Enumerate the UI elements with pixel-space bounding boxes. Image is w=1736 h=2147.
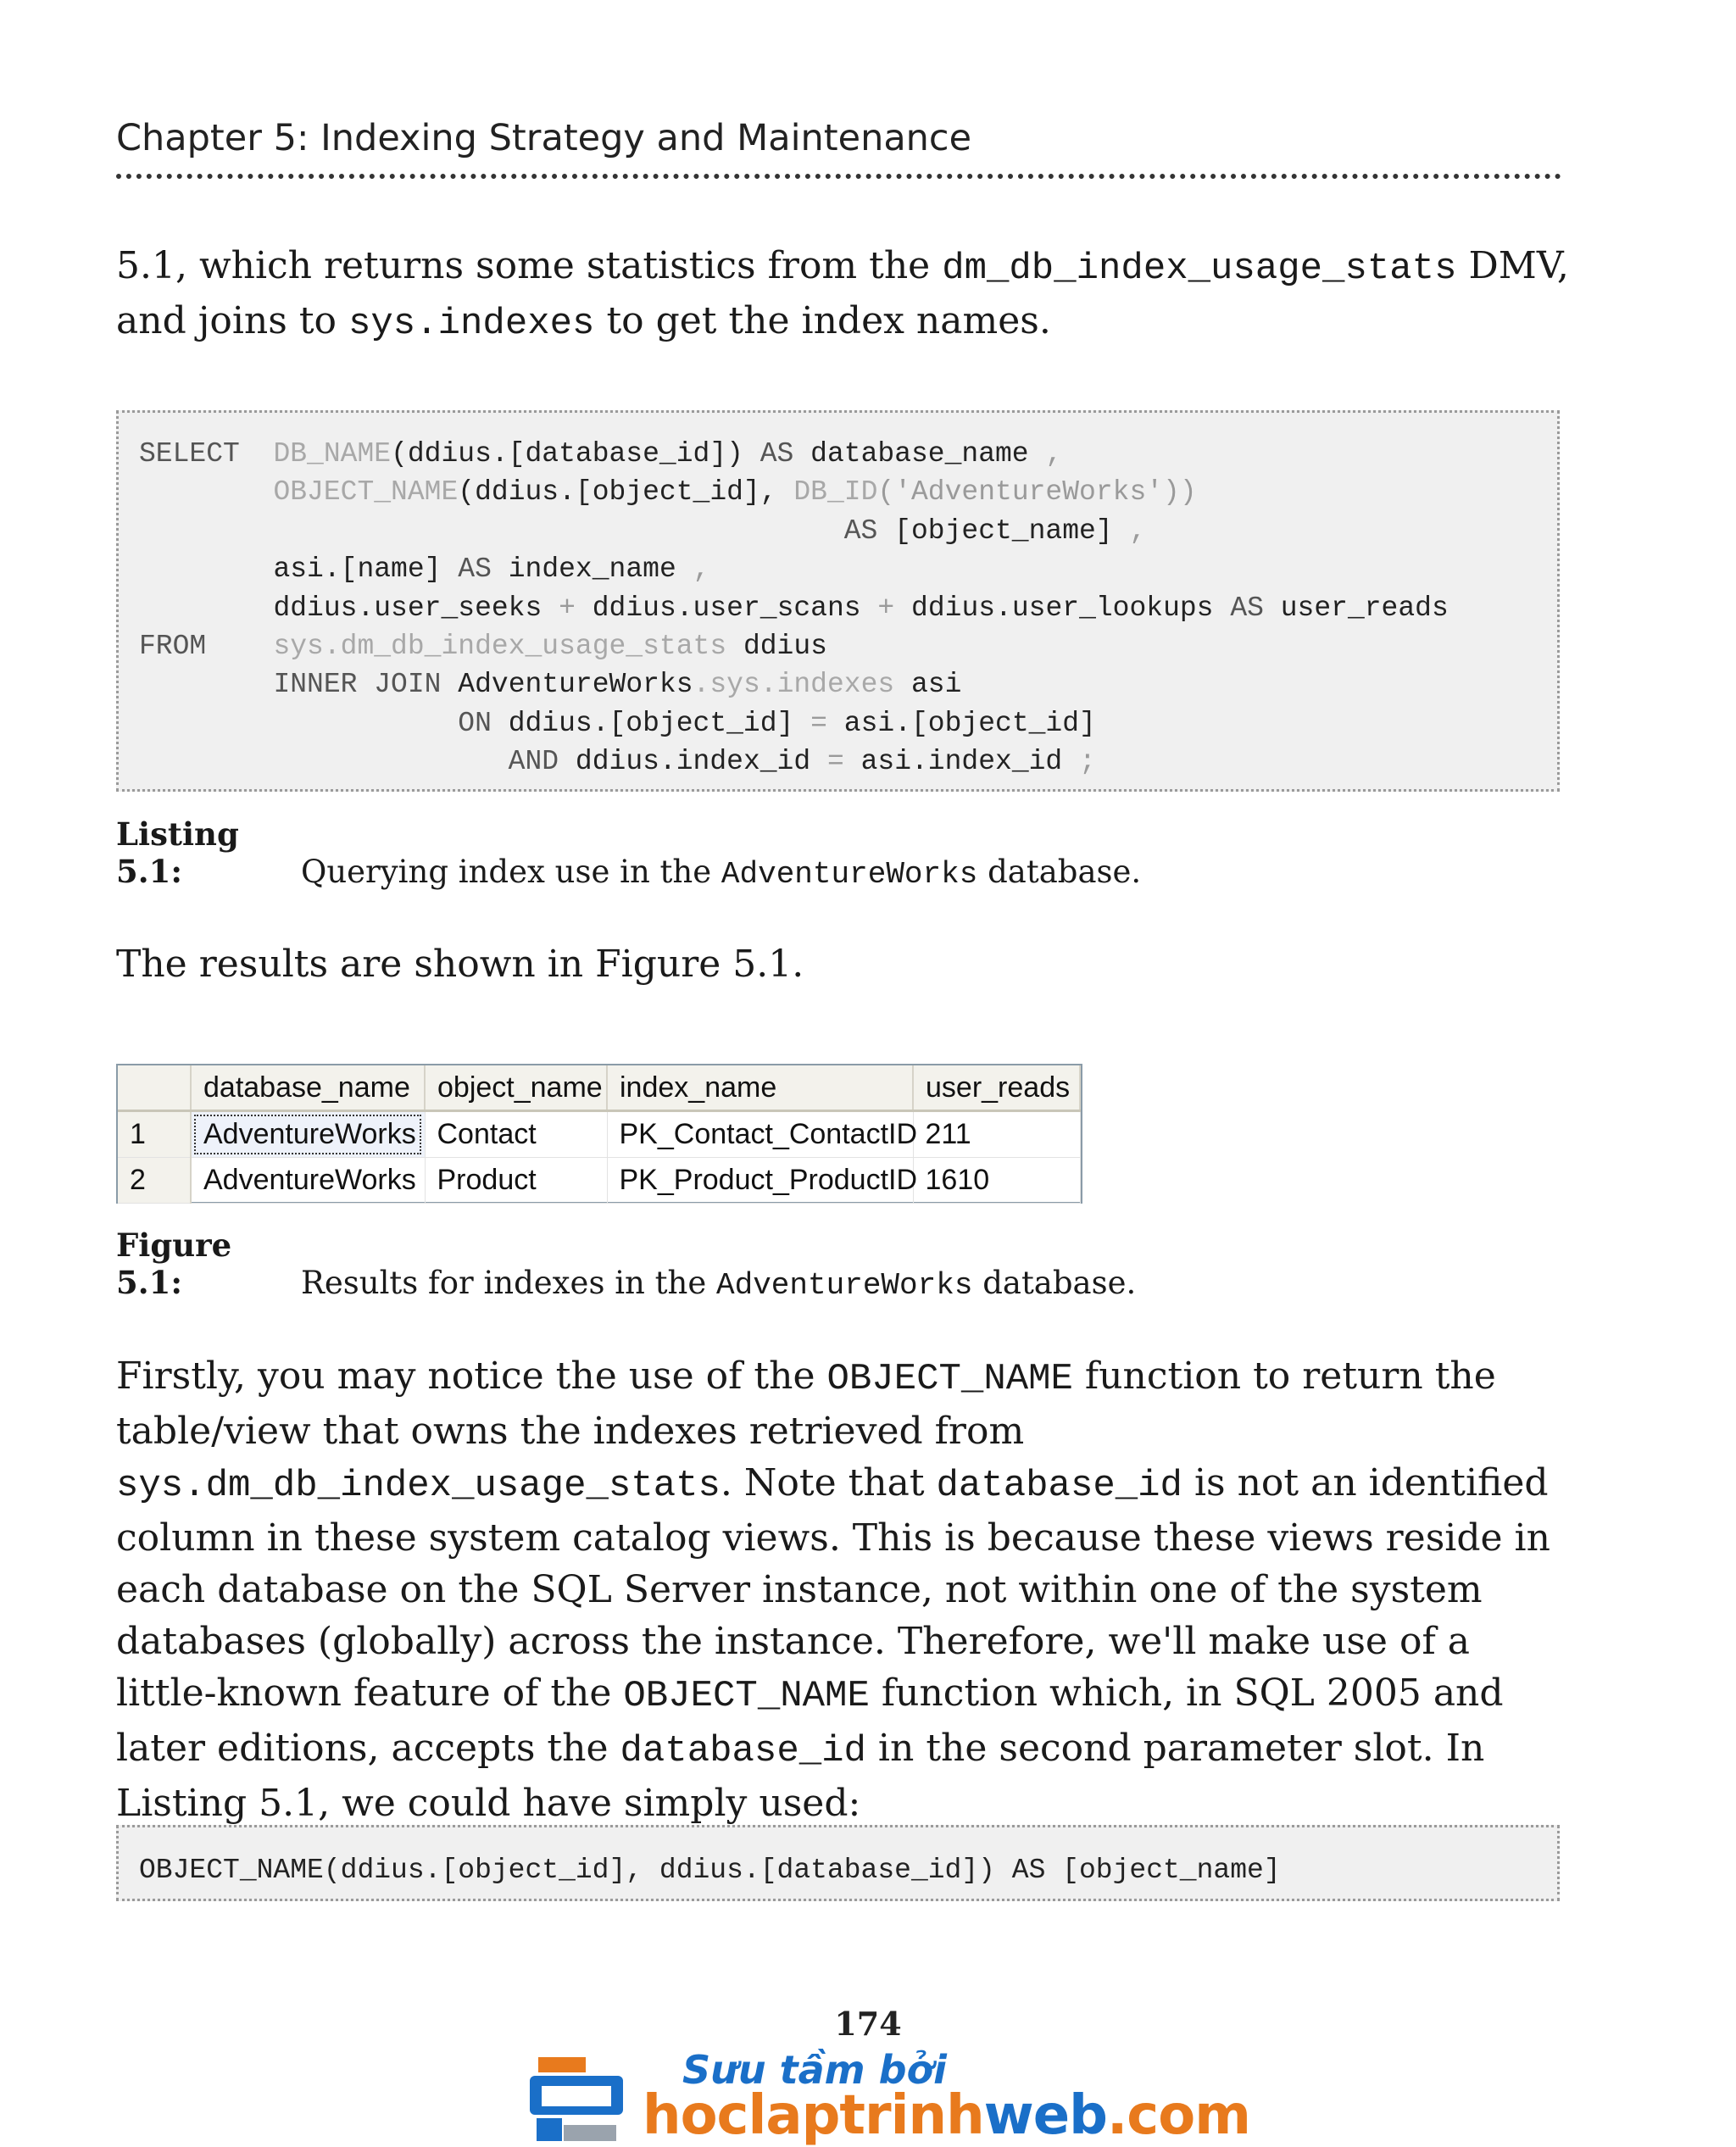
inline-code: sys.dm_db_index_usage_stats [116, 1465, 721, 1507]
row-number[interactable]: 1 [118, 1111, 191, 1158]
inline-code: sys.indexes [348, 303, 595, 345]
logo-wordmark: hoclaptrinhweb.com [643, 2084, 1250, 2147]
inline-code: OBJECT_NAME [623, 1675, 870, 1717]
table-cell[interactable]: PK_Product_ProductID [607, 1158, 913, 1204]
table-cell[interactable]: 211 [913, 1111, 1080, 1158]
watermark-logo [530, 2047, 1250, 2147]
table-row[interactable] [118, 1158, 1080, 1204]
table-cell[interactable]: Product [425, 1158, 607, 1204]
inline-code: database_id [620, 1730, 866, 1772]
logo-tagline: Sưu tầm bởi [682, 2047, 947, 2093]
table-cell[interactable]: AdventureWorks [191, 1158, 425, 1204]
chapter-header: Chapter 5: Indexing Strategy and Maintenance [116, 117, 972, 159]
results-grid[interactable] [116, 1064, 1082, 1204]
table-row[interactable] [118, 1111, 1080, 1158]
intro-paragraph: 5.1, which returns some statistics from the dm_db_index_usage_stats DMV, and joins to sys.indexes to get the index names. [116, 244, 1569, 345]
results-intro: The results are shown in Figure 5.1. [116, 943, 804, 986]
table-cell[interactable]: AdventureWorks [191, 1111, 425, 1158]
code-snippet: OBJECT_NAME(ddius.[object_id], ddius.[database_id]) AS [object_name] [116, 1825, 1560, 1901]
row-number[interactable]: 2 [118, 1158, 191, 1204]
page-number: 174 [834, 2005, 902, 2043]
listing-caption: Listing 5.1: Querying index use in the AdventureWorks database. [116, 815, 1142, 892]
body-paragraph: Firstly, you may notice the use of the OBJECT_NAME function to return the table/view that owns the indexes retrieved from sys.dm_db_index_usage_stats. Note that database_id is not an identified column in these system catalog views. This is because these views reside in each database on the SQL Server instance, not within one of the system databases (globally) across the instance. Therefore, we'll make use of a little-known feature of the OBJECT_NAME function which, in SQL 2005 and later editions, accepts the database_id in the second parameter slot. In Listing 5.1, we could have simply used: [116, 1354, 1550, 1825]
column-header[interactable]: database_name [191, 1065, 425, 1111]
inline-code: dm_db_index_usage_stats [942, 248, 1457, 290]
grid-header-row [118, 1065, 1080, 1111]
column-header[interactable]: user_reads [913, 1065, 1080, 1111]
row-number-header [118, 1065, 191, 1111]
figure-caption: Figure 5.1: Results for indexes in the AdventureWorks database. [116, 1226, 1137, 1303]
table-cell[interactable]: PK_Contact_ContactID [607, 1111, 913, 1158]
column-header[interactable]: object_name [425, 1065, 607, 1111]
inline-code: database_id [936, 1465, 1182, 1507]
logo-icon [530, 2057, 623, 2141]
code-listing: SELECT DB_NAME(ddius.[database_id]) AS database_name , OBJECT_NAME(ddius.[object_id], DB_ID('AdventureWorks')) AS [object_name] , asi.[name] AS index_name , ddius.user_seeks + ddius.user_scans + ddius.user_lookups AS user_reads FROM sys.dm_db_index_usage_stats ddius INNER JOIN AdventureWorks.sys.indexes asi ON ddius.[object_id] = asi.[object_id] AND ddius.index_id = asi.index_id ; [116, 410, 1560, 792]
table-cell[interactable]: 1610 [913, 1158, 1080, 1204]
table-cell[interactable]: Contact [425, 1111, 607, 1158]
header-rule [116, 174, 1561, 179]
column-header[interactable]: index_name [607, 1065, 913, 1111]
inline-code: OBJECT_NAME [826, 1358, 1073, 1400]
